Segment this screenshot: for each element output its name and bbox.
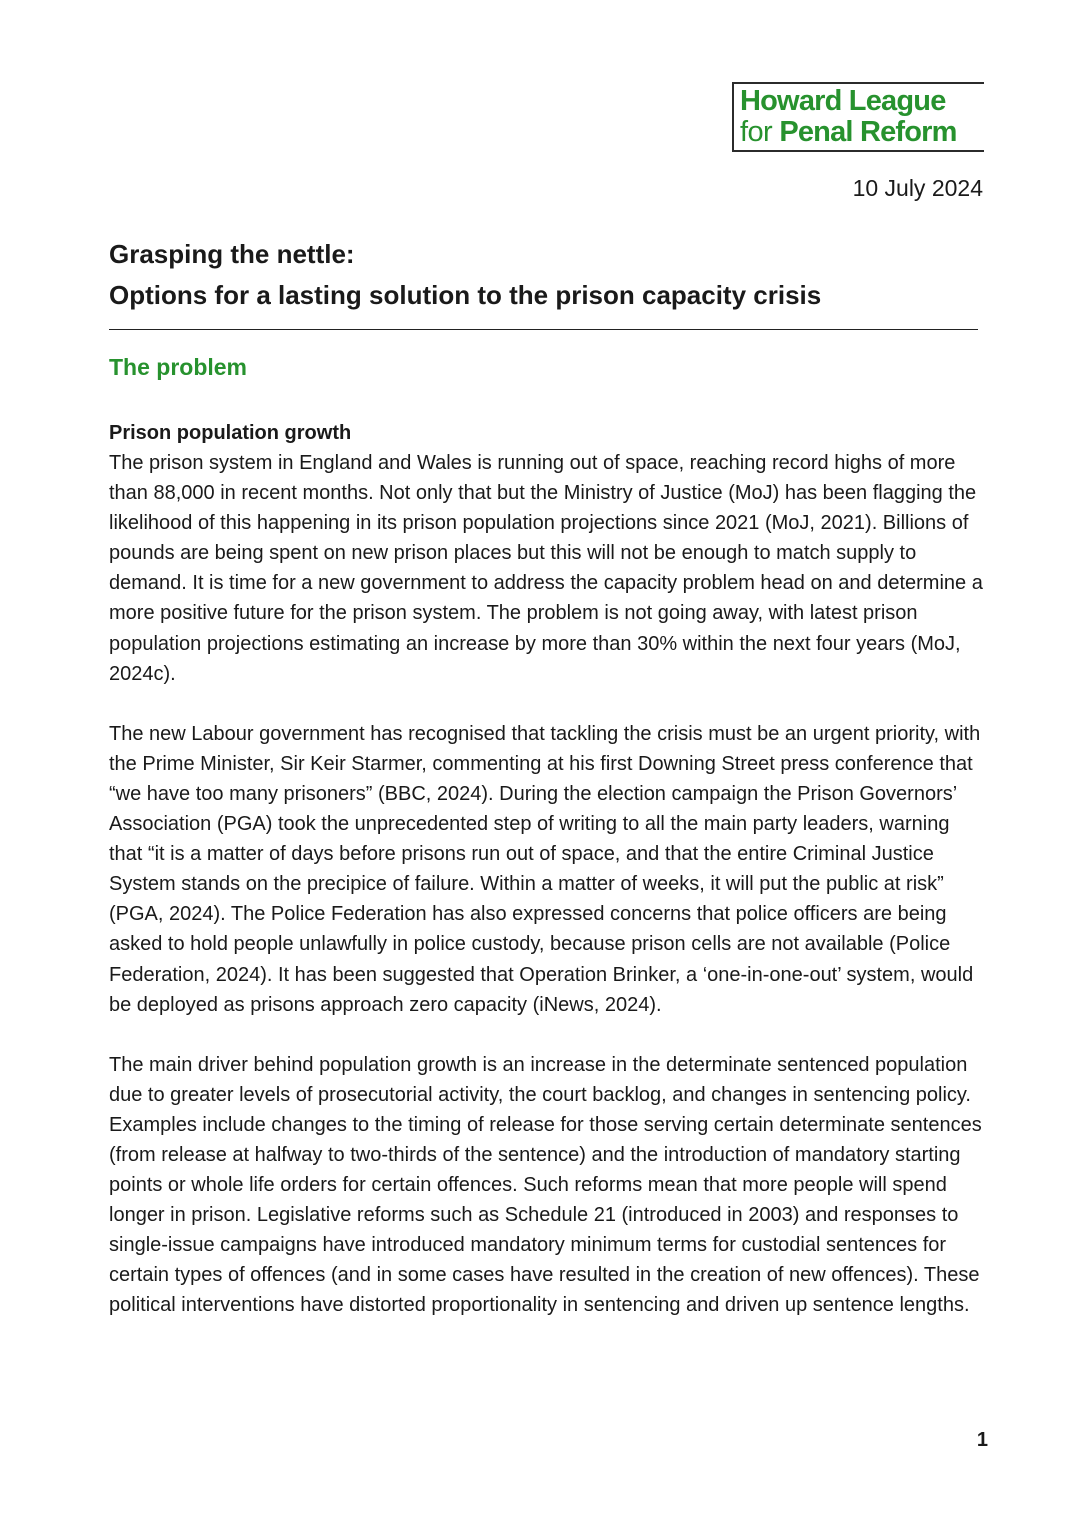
logo-bottom-rule [732, 150, 984, 152]
page-number: 1 [976, 1429, 988, 1451]
logo-left-bar [732, 82, 734, 152]
paragraph-3: The main driver behind population growth is an increase in the determinate sentenced population due to greater levels of prosecutorial activity, the court backlog, and changes in sentencing policy. Examples include changes to the timing of release for those serving certain determinate sentences (from release at halfway to two-thirds of the sentence) and the introduction of mandatory starting points or whole life orders for certain offences. Such reforms mean that more people will spend longer in prison. Legislative reforms such as Schedule 21 (introduced in 2003) and responses to single-issue campaigns have introduced mandatory minimum terms for custodial sentences for certain types of offences (and in some cases have resulted in the creation of new offences). These political interventions have distorted proportionality in sentencing and driven up sentence lengths. [109, 1053, 982, 1317]
logo-line-1: Howard League [740, 85, 946, 117]
paragraph-2: The new Labour government has recognised that tackling the crisis must be an urgent priority, with the Prime Minister, Sir Keir Starmer, commenting at his first Downing Street press conference that “we have too many prisoners” (BBC, 2024). During the election campaign the Prison Governors’ Association (PGA) took the unprecedented step of writing to all the main party leaders, warning that “it is a matter of days before prisons run out of space, and that the entire Criminal Justice System stands on the precipice of failure. Within a matter of weeks, it will put the public at risk” (PGA, 2024). The Police Federation has also expressed concerns that police officers are being asked to hold people unlawfully in police custody, because prison cells are not available (Police Federation, 2024). It has been suggested that Operation Brinker, a ‘one-in-one-out’ system, would be deployed as prisons approach zero capacity (iNews, 2024). [109, 722, 981, 1016]
logo-top-rule [732, 82, 984, 84]
howard-league-logo [732, 82, 984, 152]
section-heading: The problem [109, 354, 248, 380]
logo-line-2 [740, 117, 957, 147]
logo-line-2-prefix: for [740, 116, 773, 148]
document-date: 10 July 2024 [852, 175, 983, 201]
paragraph-1: The prison system in England and Wales is running out of space, reaching record highs of more than 88,000 in recent months. Not only that but the Ministry of Justice (MoJ) has been flagging the likelihood of this happening in its prison population projections since 2021 (MoJ, 2021). Billions of pounds are being spent on new prison places but this will not be enough to match supply to demand. It is time for a new government to address the capacity problem head on and determine a more positive future for the prison system. The problem is not going away, with latest prison population projections estimating an increase by more than 30% within the next four years (MoJ, 2024c). [109, 452, 983, 685]
subheading: Prison population growth [109, 422, 352, 444]
logo-line-2-main: Penal Reform [779, 116, 957, 148]
title-line-1: Grasping the nettle: [109, 239, 355, 269]
document-title [109, 234, 979, 316]
body-text [109, 418, 985, 1351]
title-line-2: Options for a lasting solution to the prison capacity crisis [109, 280, 822, 310]
title-divider [109, 329, 978, 330]
